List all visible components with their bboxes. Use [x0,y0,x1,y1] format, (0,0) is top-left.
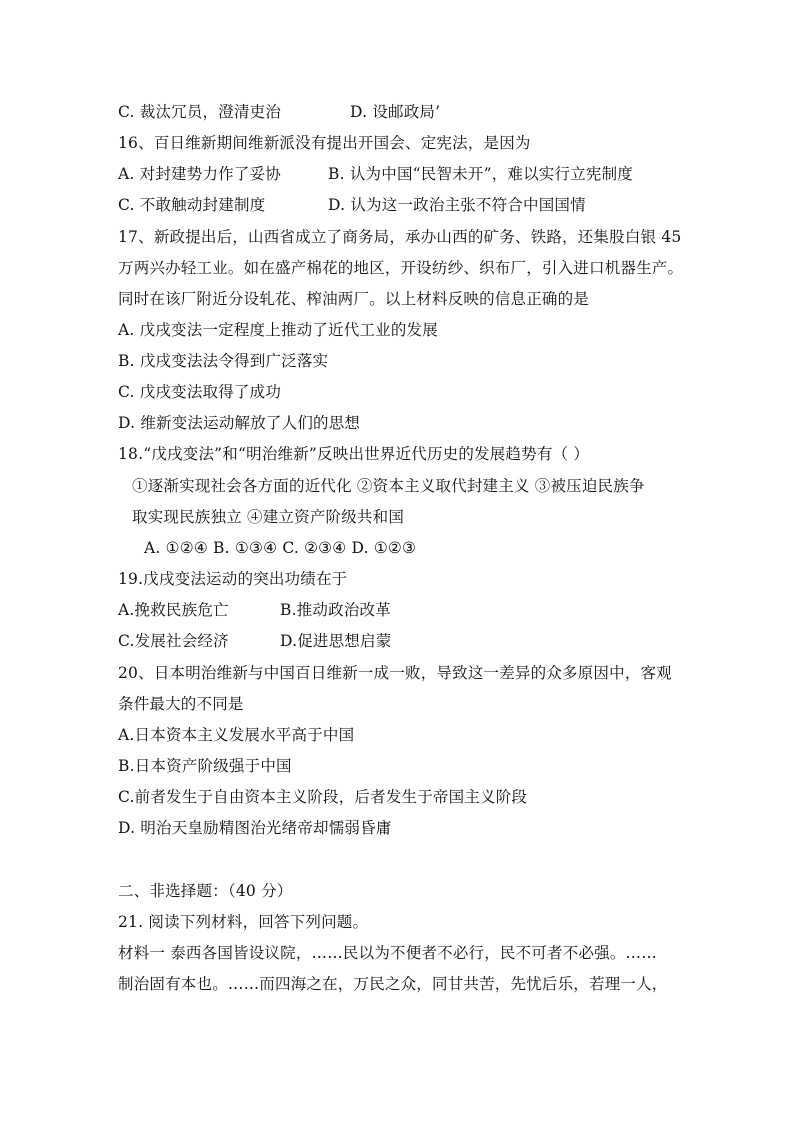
option-15-d: D. 设邮政局’ [350,103,441,121]
option-17-d: D. 维新变法运动解放了人们的思想 [118,414,361,432]
option-line-15-cd [118,102,441,122]
option-19-b: B.推动政治改革 [280,601,391,619]
option-16-c: C. 不敢触动封建制度 [118,196,266,214]
option-15-c: C. 裁汰冗员，澄清吏治 [118,103,282,121]
material-1-line-2: 制治固有本也。……而四海之在，万民之众，同甘共苦，先忧后乐，若理一人， [118,975,668,993]
question-21: 21. 阅读下列材料，回答下列问题。 [118,913,369,931]
question-20-line-1: 20、日本明治维新与中国百日维新一成一败，导致这一差异的众多原因中，客观 [118,664,672,682]
option-line-16-cd [118,195,586,215]
question-19: 19.戊戌变法运动的突出功绩在于 [118,570,348,588]
option-17-c: C. 戊戌变法取得了成功 [118,383,282,401]
question-18-options: A. ①②④ B. ①③④ C. ②③④ D. ①②③ [144,539,417,557]
question-18-items-line-2: 取实现民族独立 ④建立资产阶级共和国 [132,508,405,526]
option-line-19-cd [118,631,392,651]
section-heading: 二、非选择题：（40 分） [118,882,293,900]
option-19-c: C.发展社会经济 [118,632,229,650]
option-20-c: C.前者发生于自由资本主义阶段，后者发生于帝国主义阶段 [118,788,528,806]
option-17-b: B. 戊戌变法法令得到广泛落实 [118,352,329,370]
question-17-line-2: 万两兴办轻工业。如在盛产棉花的地区，开设纺纱、织布厂，引入进口机器生产。 [118,259,684,277]
option-line-19-ab [118,600,391,620]
option-16-b: B. 认为中国“民智未开”，难以实行立宪制度 [328,165,633,183]
option-16-d: D. 认为这一政治主张不符合中国国情 [328,196,586,214]
option-17-a: A. 戊戌变法一定程度上推动了近代工业的发展 [118,321,438,339]
question-18: 18.“戊戌变法”和“明治维新”反映出世界近代历史的发展趋势有（ ） [118,445,590,463]
option-20-d: D. 明治天皇励精图治光绪帝却懦弱昏庸 [118,819,392,837]
option-19-d: D.促进思想启蒙 [280,632,392,650]
option-line-16-ab [118,164,633,184]
option-20-a: A.日本资本主义发展水平高于中国 [118,726,355,744]
material-1-line-1: 材料一 泰西各国皆设议院，……民以为不便者不必行，民不可者不必强。…… [118,944,657,962]
question-17-line-1: 17、新政提出后，山西省成立了商务局，承办山西的矿务、铁路，还集股白银 45 [118,228,682,246]
question-16: 16、百日维新期间维新派没有提出开国会、定宪法，是因为 [118,134,531,152]
question-18-items-line-1: ①逐渐实现社会各方面的近代化 ②资本主义取代封建主义 ③被压迫民族争 [132,477,645,495]
question-17-line-3: 同时在该厂附近分设轧花、榨油两厂。以上材料反映的信息正确的是 [118,290,590,308]
question-20-line-2: 条件最大的不同是 [118,695,244,713]
option-19-a: A.挽救民族危亡 [118,601,229,619]
option-16-a: A. 对封建势力作了妥协 [118,165,281,183]
option-20-b: B.日本资产阶级强于中国 [118,757,292,775]
